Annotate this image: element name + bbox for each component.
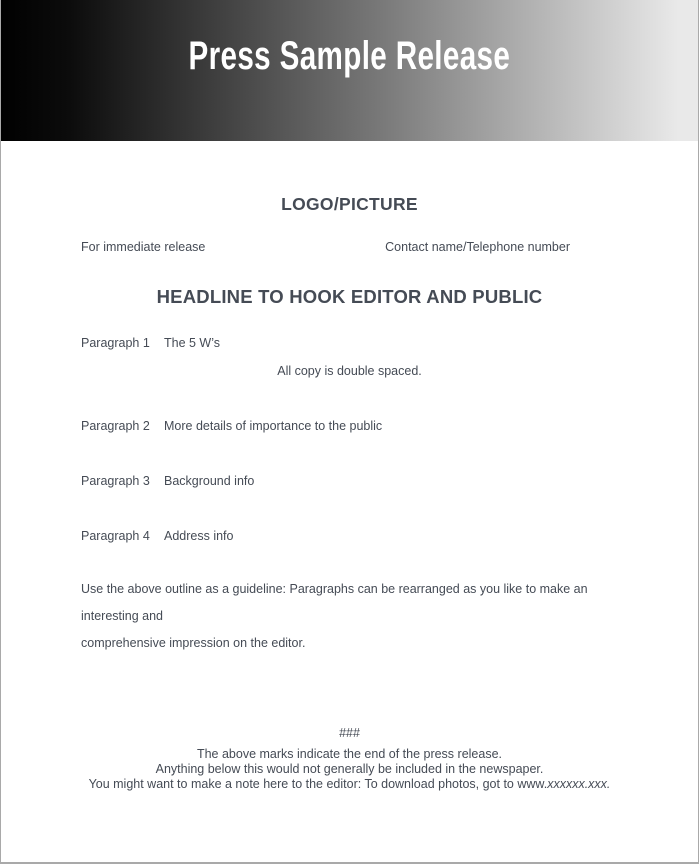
page-header-banner: [0, 0, 699, 141]
end-note-2: Anything below this would not generally be included in the newspaper.: [155, 762, 544, 776]
release-info-row: [81, 239, 618, 255]
paragraph-4-label: Paragraph 4: [81, 529, 150, 543]
paragraph-row-3: [81, 473, 618, 489]
paragraph-3-label: Paragraph 3: [81, 474, 150, 488]
paragraph-4-text: Address info: [164, 529, 234, 543]
end-marks: ###: [339, 726, 360, 740]
paragraph-row-1: [81, 335, 618, 351]
end-note-3-text: You might want to make a note here to the editor: To download photos, got to www.: [88, 777, 548, 791]
guideline-note: [81, 576, 618, 657]
document-body: [1, 193, 698, 792]
guideline-note-line-1: Use the above outline as a guideline: Paragraphs can be rearranged as you like to make an interesting and: [81, 582, 588, 623]
contact-info-label: Contact name/Telephone number: [385, 240, 570, 254]
release-timing-label: For immediate release: [81, 240, 206, 254]
paragraph-2-text: More details of importance to the public: [164, 419, 383, 433]
page-title: Press Sample Release: [188, 34, 511, 78]
paragraph-row-2: [81, 418, 618, 434]
headline-heading: HEADLINE TO HOOK EDITOR AND PUBLIC: [156, 286, 543, 307]
end-of-release-section: [81, 725, 618, 792]
paragraph-row-4: [81, 528, 618, 544]
paragraph-3-text: Background info: [164, 474, 255, 488]
end-note-3: [81, 777, 618, 792]
logo-picture-placeholder: LOGO/PICTURE: [281, 194, 418, 214]
end-note-3-url: xxxxxx.xxx.: [547, 777, 611, 791]
end-note-1: The above marks indicate the end of the press release.: [196, 747, 503, 761]
double-spaced-note: All copy is double spaced.: [277, 364, 422, 378]
paragraph-1-label: Paragraph 1: [81, 336, 150, 350]
paragraph-2-label: Paragraph 2: [81, 419, 150, 433]
paragraph-1-text: The 5 W’s: [164, 336, 221, 350]
guideline-note-line-2: comprehensive impression on the editor.: [81, 636, 306, 650]
